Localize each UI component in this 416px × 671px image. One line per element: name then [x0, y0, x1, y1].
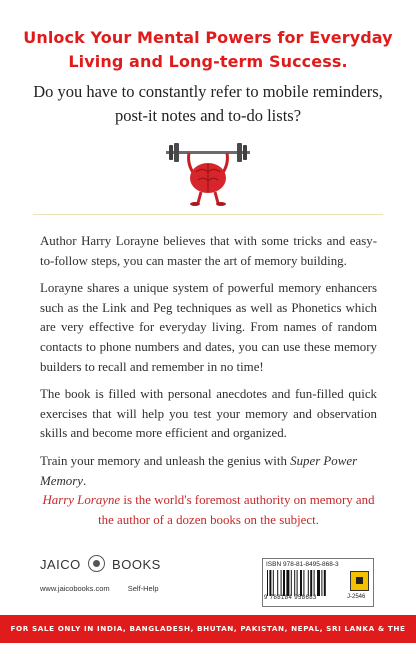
- left-leg: [198, 192, 201, 203]
- publisher-info: [40, 584, 159, 593]
- barcode-digits: 9 788184 958683: [264, 595, 317, 601]
- blurb-paragraph-4: [40, 452, 377, 491]
- sales-territory-banner: FOR SALE ONLY IN INDIA, BANGLADESH, BHUTAN, PAKISTAN, NEPAL, SRI LANKA & THE MALDIVES: [0, 615, 416, 643]
- publisher-website: www.jaicobooks.com: [40, 584, 110, 593]
- section-divider: [33, 214, 383, 215]
- sub-question: [30, 80, 386, 128]
- publisher-name-right: BOOKS: [112, 557, 161, 572]
- barbell-plate-left-outer: [169, 145, 173, 160]
- barbell-plate-right-outer: [243, 145, 247, 160]
- isbn-barcode-box: [262, 558, 374, 607]
- barcode-icon: [266, 570, 346, 596]
- barbell-plate-right-inner: [237, 143, 242, 162]
- headline: [0, 26, 416, 74]
- author-name: Harry Lorayne: [42, 493, 121, 507]
- jaico-logo-icon: [88, 555, 105, 572]
- sub-question-line-1: Do you have to constantly refer to mobile reminders,: [33, 82, 383, 101]
- blurb-paragraph-4-prefix: Train your memory and unleash the genius with: [40, 453, 291, 468]
- sub-question-line-2: post-it notes and to-do lists?: [114, 106, 302, 125]
- left-foot: [190, 202, 200, 206]
- blurb: [40, 232, 377, 499]
- blurb-paragraph-2: Lorayne shares a unique system of powerful memory enhancers such as the Link and Peg techniques as well as Phonetics which are very effective for everyday living. From names of random contacts to phone numbers and dates, you can use these memory builders to recall and remember in no time!: [40, 281, 377, 374]
- barbell-plate-left-inner: [174, 143, 179, 162]
- blurb-paragraph-4-suffix: .: [82, 473, 87, 488]
- headline-line-1: Unlock Your Mental Powers for Everyday: [23, 28, 393, 47]
- right-foot: [216, 202, 226, 206]
- publisher-name-left: JAICO: [40, 557, 81, 572]
- book-title: Super Power Memory: [40, 453, 358, 488]
- right-leg: [215, 192, 218, 203]
- publisher-logo: [40, 555, 161, 572]
- blurb-paragraph-1: Author Harry Lorayne believes that with some tricks and easy-to-follow steps, you can master the art of memory building.: [40, 234, 377, 268]
- isbn-label: ISBN 978-81-8495-868-3: [266, 561, 339, 568]
- author-bio-line-2: the author of a dozen books on the subject.: [98, 512, 319, 527]
- blurb-paragraph-3: The book is filled with personal anecdotes and fun-filled quick exercises that will help you test your memory and observation skills and become more efficient and organized.: [40, 387, 377, 441]
- author-bio: [40, 491, 377, 530]
- book-category: Self-Help: [127, 584, 159, 593]
- headline-line-2: Living and Long-term Success.: [68, 52, 348, 71]
- weightlifting-brain-illustration: [160, 140, 256, 206]
- catalog-code: J-2546: [347, 594, 366, 600]
- publisher-mark-icon: [350, 571, 369, 591]
- author-bio-line-1: is the world's foremost authority on memory and: [120, 493, 375, 507]
